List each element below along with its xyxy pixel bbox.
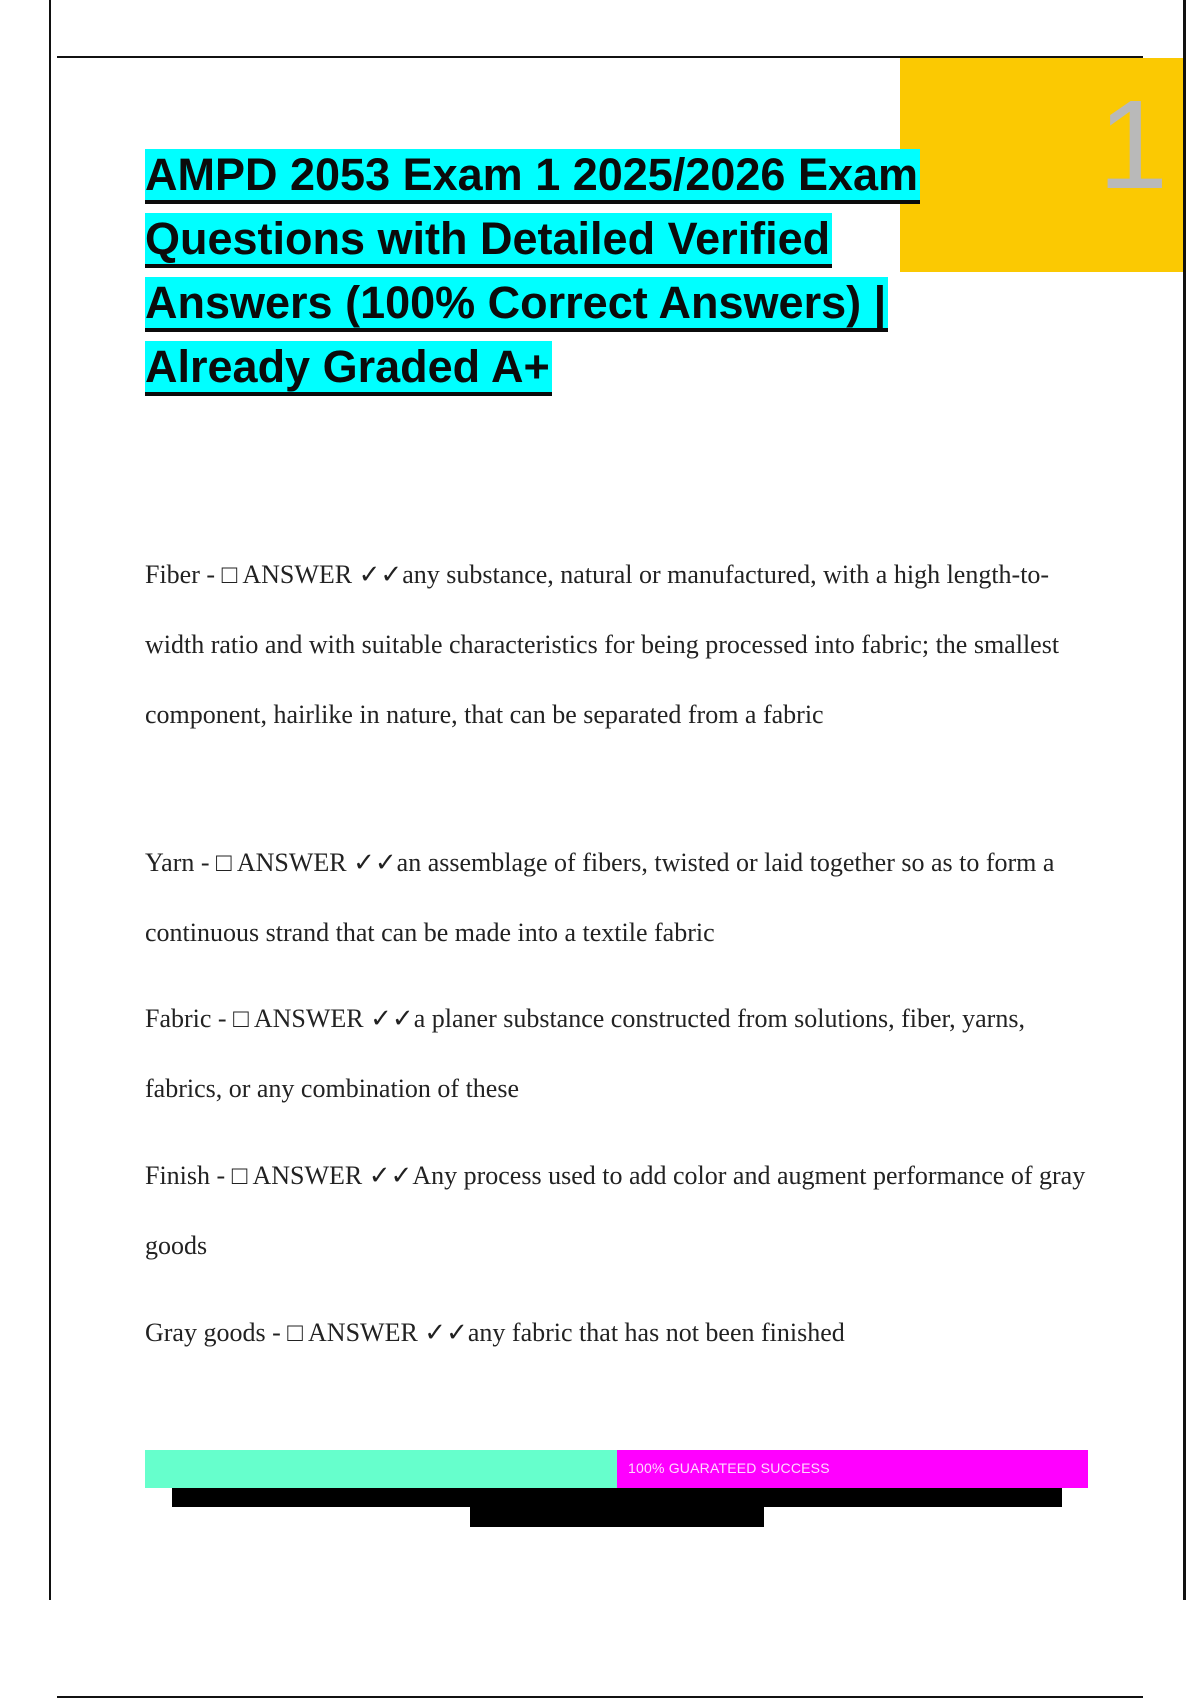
answer-marker: □ ANSWER ✓✓ (287, 1318, 468, 1347)
title-line: AMPD 2053 Exam 1 2025/2026 Exam (145, 149, 920, 204)
entry-separator: - (194, 848, 217, 877)
footer-teal-band (145, 1450, 617, 1488)
footer-black-bar (172, 1488, 1062, 1507)
entry-term: Fabric (145, 1004, 212, 1033)
title-line: Answers (100% Correct Answers) | (145, 277, 888, 332)
left-border (49, 0, 51, 1600)
entry-definition: an assemblage of fibers, twisted or laid together so as to form a continuous strand that can be made into a textile fabric (145, 848, 1055, 947)
entry-separator: - (210, 1161, 232, 1190)
footer-label: 100% GUARATEED SUCCESS (628, 1460, 830, 1476)
page-number: 1 (1098, 74, 1169, 215)
entry-term: Fiber (145, 560, 200, 589)
answer-marker: □ ANSWER ✓✓ (216, 848, 397, 877)
title-line: Questions with Detailed Verified (145, 213, 832, 268)
entry-term: Gray goods (145, 1318, 266, 1347)
answer-marker: □ ANSWER ✓✓ (221, 560, 403, 589)
qa-entry (145, 1141, 1095, 1281)
entry-definition: a planer substance constructed from solutions, fiber, yarns, fabrics, or any combination of these (145, 1004, 1025, 1103)
bottom-rule (57, 1696, 1143, 1698)
right-border (1183, 0, 1186, 1600)
entry-definition: any substance, natural or manufactured, with a high length-to-width ratio and with suitable characteristics for being processed into fabric; the smallest component, hairlike in nature, that can be separated from a fabric (145, 560, 1060, 729)
entry-separator: - (199, 560, 222, 589)
title-line: Already Graded A+ (145, 341, 552, 396)
entry-term: Yarn (145, 848, 195, 877)
answer-marker: □ ANSWER ✓✓ (231, 1161, 413, 1190)
entry-term: Finish (145, 1161, 211, 1190)
qa-entry (145, 984, 1095, 1124)
footer-black-tab (470, 1507, 764, 1527)
qa-entry (145, 828, 1095, 968)
answer-marker: □ ANSWER ✓✓ (233, 1004, 414, 1033)
entry-separator: - (265, 1318, 288, 1347)
entry-definition: any fabric that has not been finished (467, 1318, 845, 1347)
entry-separator: - (211, 1004, 234, 1033)
entry-definition: Any process used to add color and augment performance of gray goods (145, 1161, 1086, 1260)
document-title (145, 143, 975, 399)
qa-entry (145, 1298, 1095, 1368)
qa-entry (145, 540, 1095, 750)
